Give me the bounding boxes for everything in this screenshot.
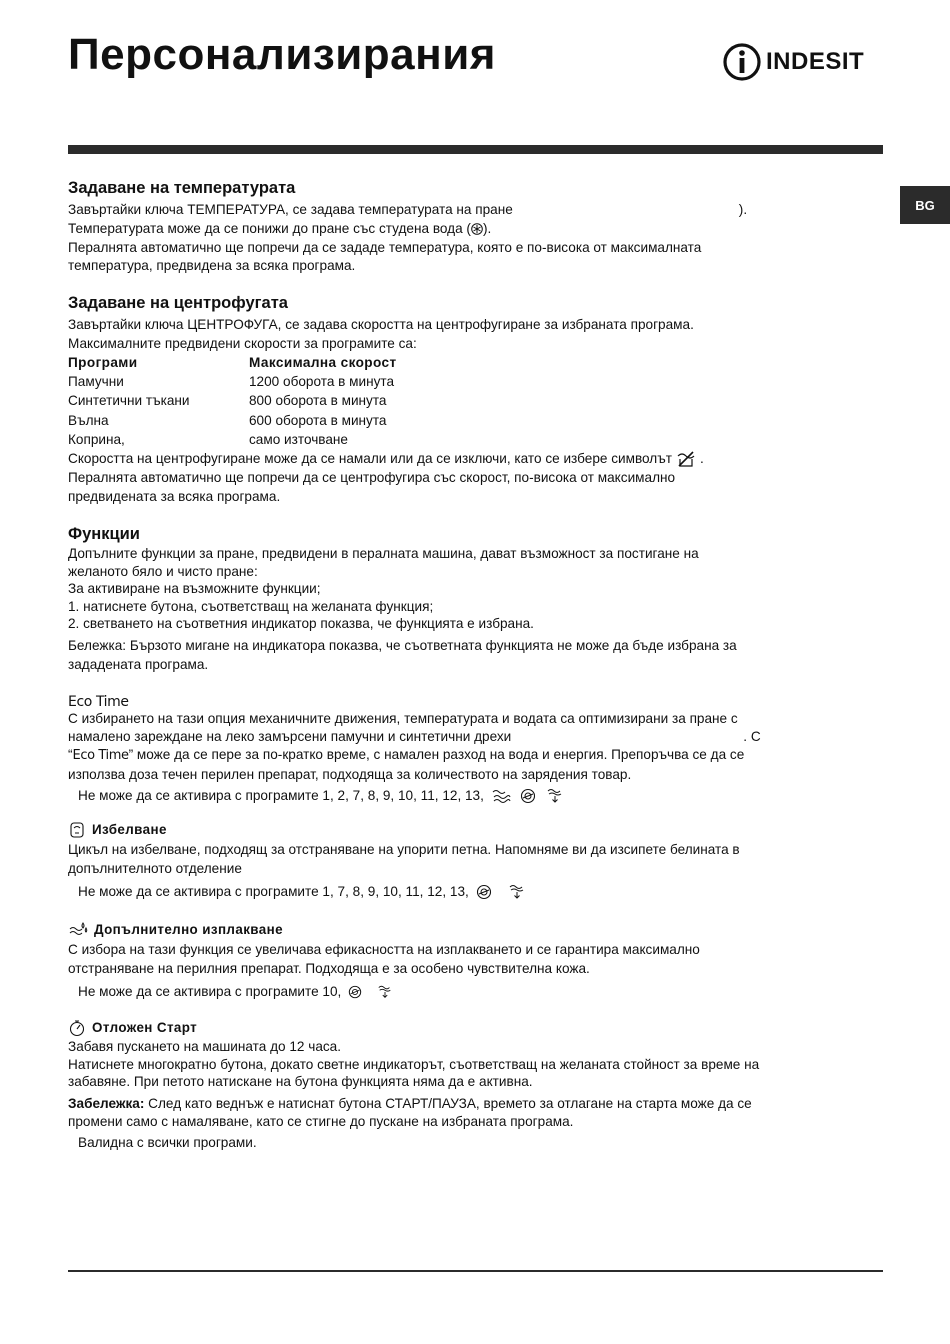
restriction-text: Не може да се активира с програмите 1, 2, 7, 8, 9, 10, 11, 12, 13, bbox=[78, 788, 484, 803]
table-cell: Вълна bbox=[68, 412, 109, 428]
delay-timer-icon bbox=[68, 1019, 86, 1037]
table-cell: само източване bbox=[249, 431, 348, 447]
text-line: Максималните предвидени скорости за програмите са: bbox=[68, 335, 417, 351]
text-line: ). bbox=[482, 220, 492, 236]
brand-name: INDESIT bbox=[766, 48, 865, 75]
bleach-restriction bbox=[68, 883, 893, 902]
text-line: допълнителното отделение bbox=[68, 860, 242, 876]
delay-valid: Валидна с всички програми. bbox=[78, 1135, 257, 1150]
bottom-divider bbox=[68, 1270, 883, 1272]
section-heading-bleach bbox=[68, 821, 167, 840]
bleach-heading-label: Избелване bbox=[92, 822, 167, 837]
table-row bbox=[68, 392, 568, 411]
drain-icon bbox=[508, 884, 526, 900]
page-title: Персонализирания bbox=[68, 30, 496, 79]
drain-icon bbox=[546, 788, 564, 804]
ecotime-text bbox=[68, 710, 883, 784]
text-line: . С bbox=[743, 729, 761, 745]
table-cell: Памучни bbox=[68, 374, 124, 390]
text-line: За активиране на възможните функции; bbox=[68, 581, 321, 596]
text-line: С избора на тази функция се увеличава ефикасността на изплакването и се гарантира максимално bbox=[68, 942, 700, 957]
table-row bbox=[68, 412, 568, 431]
text-line: ” може да се пере за по-кратко време, с намален разход на вода и енергия. Препоръчва се да се bbox=[128, 747, 745, 763]
note-label: Забележка: bbox=[68, 1096, 145, 1111]
section-heading-delay bbox=[68, 1019, 197, 1038]
table-row bbox=[68, 373, 568, 392]
bleach-text bbox=[68, 841, 883, 879]
table-cell: 600 оборота в минута bbox=[249, 412, 387, 428]
table-header: Програми bbox=[68, 355, 138, 370]
section-heading-rinse bbox=[68, 921, 283, 940]
text-line: температура, предвидена за всяка програма. bbox=[68, 258, 356, 274]
text-line: Допълните функции за пране, предвидени в пералната машина, дават възможност за постигане на bbox=[68, 546, 699, 561]
section-heading-spin: Задаване на центрофугата bbox=[68, 294, 288, 312]
delay-text bbox=[68, 1038, 883, 1091]
table-header-row bbox=[68, 354, 568, 373]
table-cell: 800 оборота в минута bbox=[249, 393, 387, 409]
text-line: След като веднъж е натиснат бутона СТАРТ/ПАУЗА, времето за отлагане на старта може да се bbox=[144, 1096, 752, 1111]
restriction-text: Не може да се активира с програмите 10, bbox=[78, 984, 342, 999]
ecotime-heading: Eco Time bbox=[68, 694, 129, 710]
delay-heading-label: Отложен Старт bbox=[92, 1020, 198, 1035]
functions-note bbox=[68, 637, 883, 675]
wool-icon bbox=[476, 884, 492, 900]
text-line: промени само с намаляване, като се стигне до пускане на избраната програма. bbox=[68, 1114, 574, 1129]
brand-logo bbox=[722, 42, 864, 82]
spin-intro bbox=[68, 316, 883, 354]
functions-intro bbox=[68, 545, 883, 633]
ecotime-label: Eco Time bbox=[72, 748, 129, 764]
bleach-icon bbox=[68, 821, 86, 839]
table-cell: Коприна, bbox=[68, 431, 125, 447]
delay-note bbox=[68, 1095, 883, 1131]
text-line: зададената програма. bbox=[68, 656, 209, 672]
quote-mark: “ bbox=[68, 747, 73, 763]
table-header: Максимална скорост bbox=[249, 355, 397, 370]
language-tab: BG bbox=[900, 186, 950, 224]
table-row bbox=[68, 431, 568, 450]
text-line: намалено зареждане на леко замърсени памучни и синтетични дрехи bbox=[68, 729, 512, 745]
text-line: Пералнята автоматично ще попречи да се зададе температура, която е по-висока от максималната bbox=[68, 239, 702, 255]
section-heading-temperature: Задаване на температурата bbox=[68, 179, 296, 197]
text-line: ). bbox=[738, 202, 748, 217]
rinse-text bbox=[68, 941, 883, 979]
text-line: Пералнята автоматично ще попречи да се центрофугира със скорост, по-висока от максимално bbox=[68, 469, 676, 485]
text-line: С избирането на тази опция механичните движения, температурата и водата са оптимизирани за пране с bbox=[68, 711, 738, 726]
table-cell: Синтетични тъкани bbox=[68, 393, 190, 409]
ecotime-restriction bbox=[68, 787, 893, 806]
wool-icon bbox=[520, 788, 536, 804]
table-cell: 1200 оборота в минута bbox=[249, 374, 395, 390]
no-spin-icon bbox=[675, 450, 697, 468]
section-heading-functions: Функции bbox=[68, 525, 140, 543]
extra-rinse-icon bbox=[68, 921, 88, 939]
indesit-logo-icon bbox=[722, 42, 762, 82]
text-line: използва доза течен перилен препарат, подходяща за количеството на зарядения товар. bbox=[68, 766, 632, 782]
text-line: желаното бяло и чисто пране: bbox=[68, 563, 258, 579]
text-line: Бележка: Бързото мигане на индикатора показва, че съответната функцията не може да бъде избрана за bbox=[68, 638, 737, 653]
spin-speed-table bbox=[68, 354, 568, 450]
wool-icon bbox=[348, 985, 362, 999]
drain-icon bbox=[377, 984, 393, 1000]
text-line: 2. светването на съответния индикатор показва, че функцията е избрана. bbox=[68, 616, 534, 631]
text-line: Температурата може да се понижи до пране със студена вода ( bbox=[68, 220, 471, 236]
temperature-text bbox=[68, 201, 883, 276]
text-line: отстраняване на перилния препарат. Подходяща е за особено чувствителна кожа. bbox=[68, 960, 590, 976]
rinse-heading-label: Допълнително изплакване bbox=[94, 922, 283, 937]
text-line: Завъртайки ключа ТЕМПЕРАТУРА, се задава температурата на пране bbox=[68, 202, 513, 217]
handwash-icon bbox=[491, 788, 511, 804]
text-line: Скоростта на центрофугиране може да се намали или да се изключи, като се избере символът bbox=[68, 451, 672, 466]
snowflake-icon bbox=[471, 223, 483, 235]
text-line: Натиснете многократно бутона, докато светне индикаторът, съответстващ на желаната стойност за време на bbox=[68, 1056, 760, 1072]
text-line: Завъртайки ключа ЦЕНТРОФУГА, се задава скоростта на центрофугиране за избраната програма. bbox=[68, 317, 694, 332]
top-divider bbox=[68, 145, 883, 154]
text-line: забавяне. При петото натискане на бутона функцията няма да е активна. bbox=[68, 1074, 533, 1089]
text-line: Забавя пускането на машината до 12 часа. bbox=[68, 1039, 342, 1054]
text-line: предвидената за всяка програма. bbox=[68, 488, 281, 504]
text-line: Цикъл на избелване, подходящ за отстраняване на упорити петна. Напомняме ви да изсипете белината в bbox=[68, 842, 740, 857]
text-line: . bbox=[699, 451, 704, 466]
rinse-restriction bbox=[68, 983, 893, 1002]
text-line: 1. натиснете бутона, съответстващ на желаната функция; bbox=[68, 598, 434, 614]
restriction-text: Не може да се активира с програмите 1, 7, 8, 9, 10, 11, 12, 13, bbox=[78, 884, 469, 899]
spin-notes bbox=[68, 450, 883, 506]
